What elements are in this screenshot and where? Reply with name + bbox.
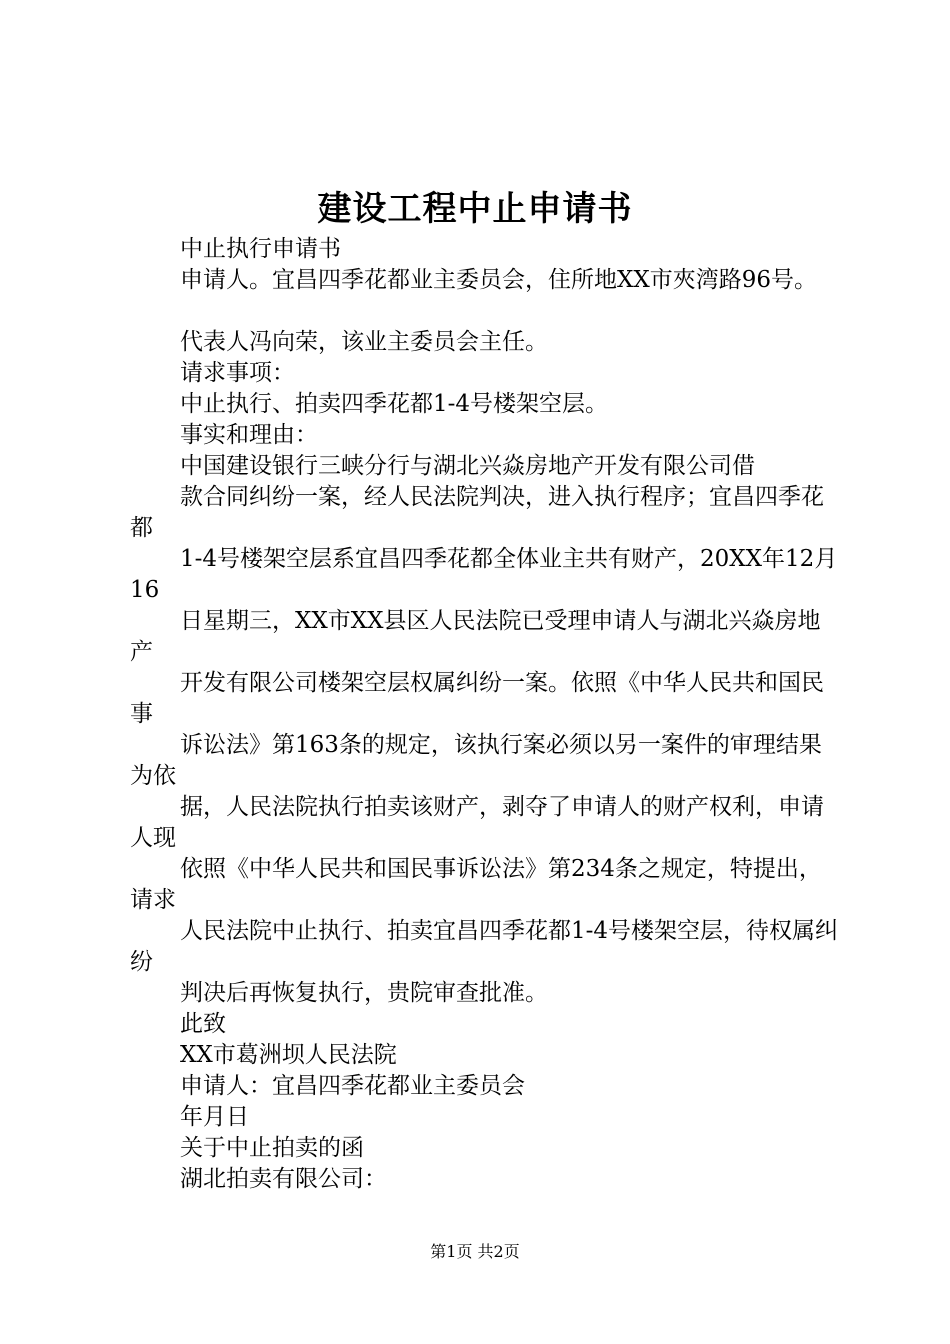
document-body: [130, 234, 840, 1195]
paragraph-signature: 申请人：宜昌四季花都业主委员会: [180, 1073, 525, 1099]
paragraph-letter-title: 关于中止拍卖的函: [180, 1135, 364, 1161]
paragraph-facts-10: 判决后再恢复执行，贵院审查批准。: [180, 980, 548, 1006]
paragraph-facts-8: 依照《中华人民共和国民事诉讼法》第234条之规定，特提出，请求: [130, 856, 822, 913]
paragraph-facts-5: 开发有限公司楼架空层权属纠纷一案。依照《中华人民共和国民事: [130, 670, 824, 727]
paragraph-facts-1: 中国建设银行三峡分行与湖北兴焱房地产开发有限公司借: [180, 453, 755, 479]
paragraph-date: 年月日: [180, 1104, 249, 1130]
paragraph-facts-label: 事实和理由：: [180, 422, 318, 448]
paragraph-representative: 代表人冯向荣，该业主委员会主任。: [180, 329, 548, 355]
paragraph-facts-9: 人民法院中止执行、拍卖宜昌四季花都1-4号楼架空层，待权属纠纷: [130, 918, 839, 975]
document-title: 建设工程中止申请书: [317, 189, 633, 229]
paragraph-facts-2: 款合同纠纷一案，经人民法院判决，进入执行程序；宜昌四季花都: [130, 484, 824, 541]
page-footer: 第1页 共2页: [430, 1242, 520, 1261]
paragraph-facts-7: 据，人民法院执行拍卖该财产，剥夺了申请人的财产权利，申请人现: [130, 794, 824, 851]
paragraph-request-label: 请求事项：: [180, 360, 295, 386]
paragraph-request: 中止执行、拍卖四季花都1-4号楼架空层。: [180, 391, 609, 417]
paragraph-facts-6: 诉讼法》第163条的规定，该执行案必须以另一案件的审理结果为依: [130, 732, 822, 789]
paragraph-court: XX市葛洲坝人民法院: [180, 1042, 397, 1068]
paragraph-facts-4: 日星期三，XX市XX县区人民法院已受理申请人与湖北兴焱房地产: [130, 608, 821, 665]
paragraph-heading: 中止执行申请书: [180, 236, 341, 262]
paragraph-applicant: 申请人。宜昌四季花都业主委员会，住所地XX市夾湾路96号。: [180, 267, 818, 293]
paragraph-facts-3: 1-4号楼架空层系宜昌四季花都全体业主共有财产，20XX年12月16: [130, 546, 838, 603]
paragraph-recipient: 湖北拍卖有限公司：: [180, 1166, 387, 1192]
paragraph-salutation: 此致: [180, 1011, 226, 1037]
